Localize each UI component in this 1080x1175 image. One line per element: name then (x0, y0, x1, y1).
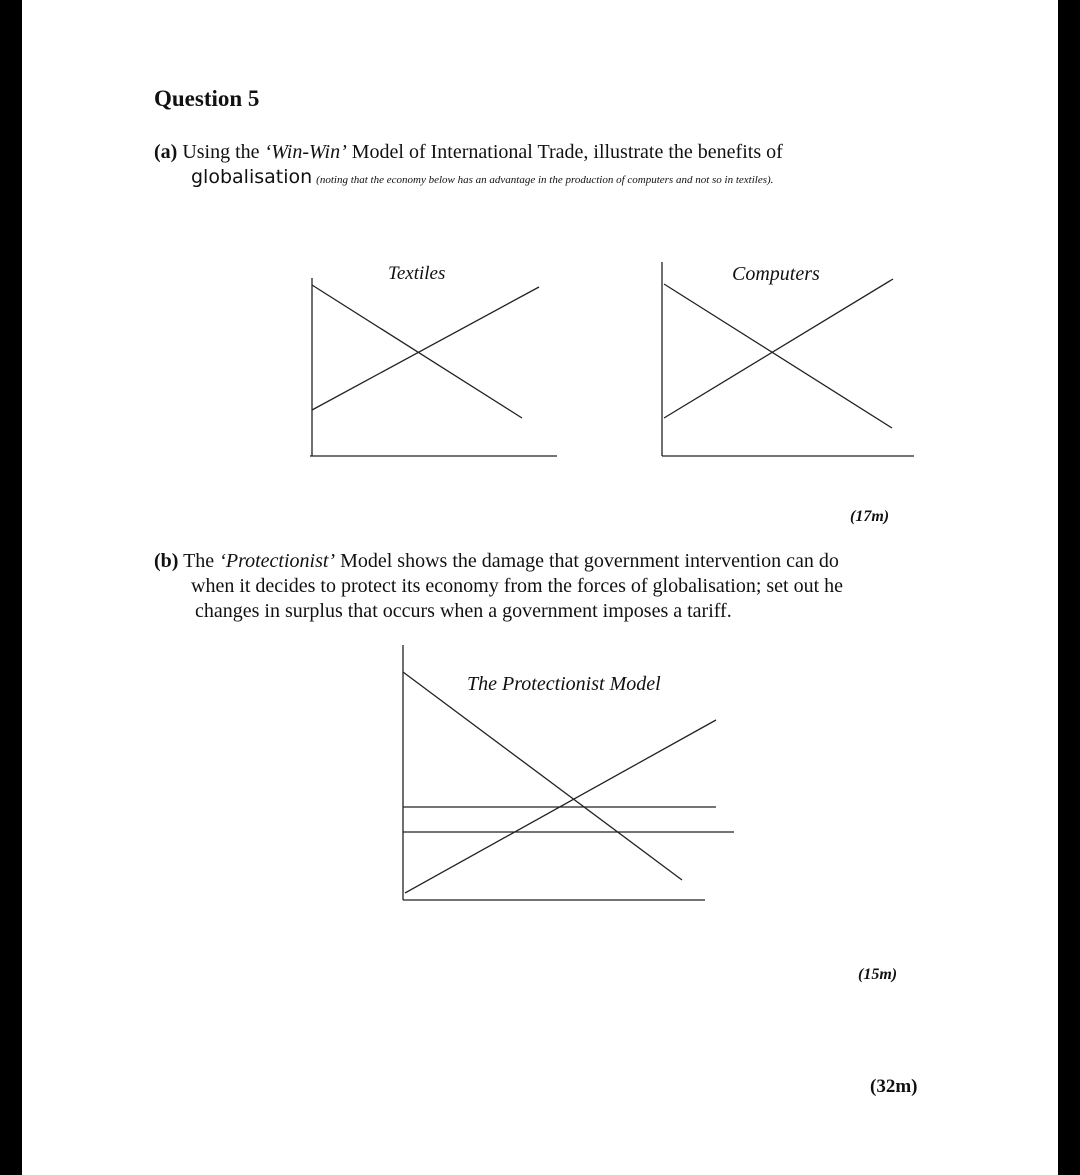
part-a-text-prefix: Using the (177, 141, 265, 163)
question-title: Question 5 (154, 86, 260, 111)
part-a-note: (noting that the economy below has an advantage in the production of computers and not so in textiles). (316, 174, 774, 186)
computers-chart-title: Computers (732, 263, 820, 285)
win-win-model-name: ‘Win-Win’ (264, 141, 347, 163)
total-marks: (32m) (870, 1076, 918, 1097)
part-b-text-prefix: The (178, 550, 220, 572)
protectionist-chart-title: The Protectionist Model (467, 673, 661, 695)
protectionist-model-name: ‘Protectionist’ (219, 550, 336, 572)
part-b-line-2: when it decides to protect its economy from the forces of globalisation; set out he (191, 575, 844, 597)
question-sheet (22, 0, 1058, 1175)
part-a-globalisation: globalisation (191, 166, 313, 188)
part-a-marks: (17m) (850, 508, 890, 525)
textiles-chart-title: Textiles (388, 263, 446, 284)
part-a-label: (a) (154, 141, 178, 163)
part-b-label: (b) (154, 550, 179, 572)
protectionist-demand-line (403, 672, 682, 880)
part-b-text-suffix: Model shows the damage that government intervention can do (335, 550, 839, 572)
part-a-text-suffix: Model of International Trade, illustrate the benefits of (346, 141, 783, 163)
part-b-line-3: changes in surplus that occurs when a government imposes a tariff. (195, 600, 732, 622)
part-b-marks: (15m) (858, 966, 898, 983)
protectionist-chart (22, 0, 1058, 1175)
